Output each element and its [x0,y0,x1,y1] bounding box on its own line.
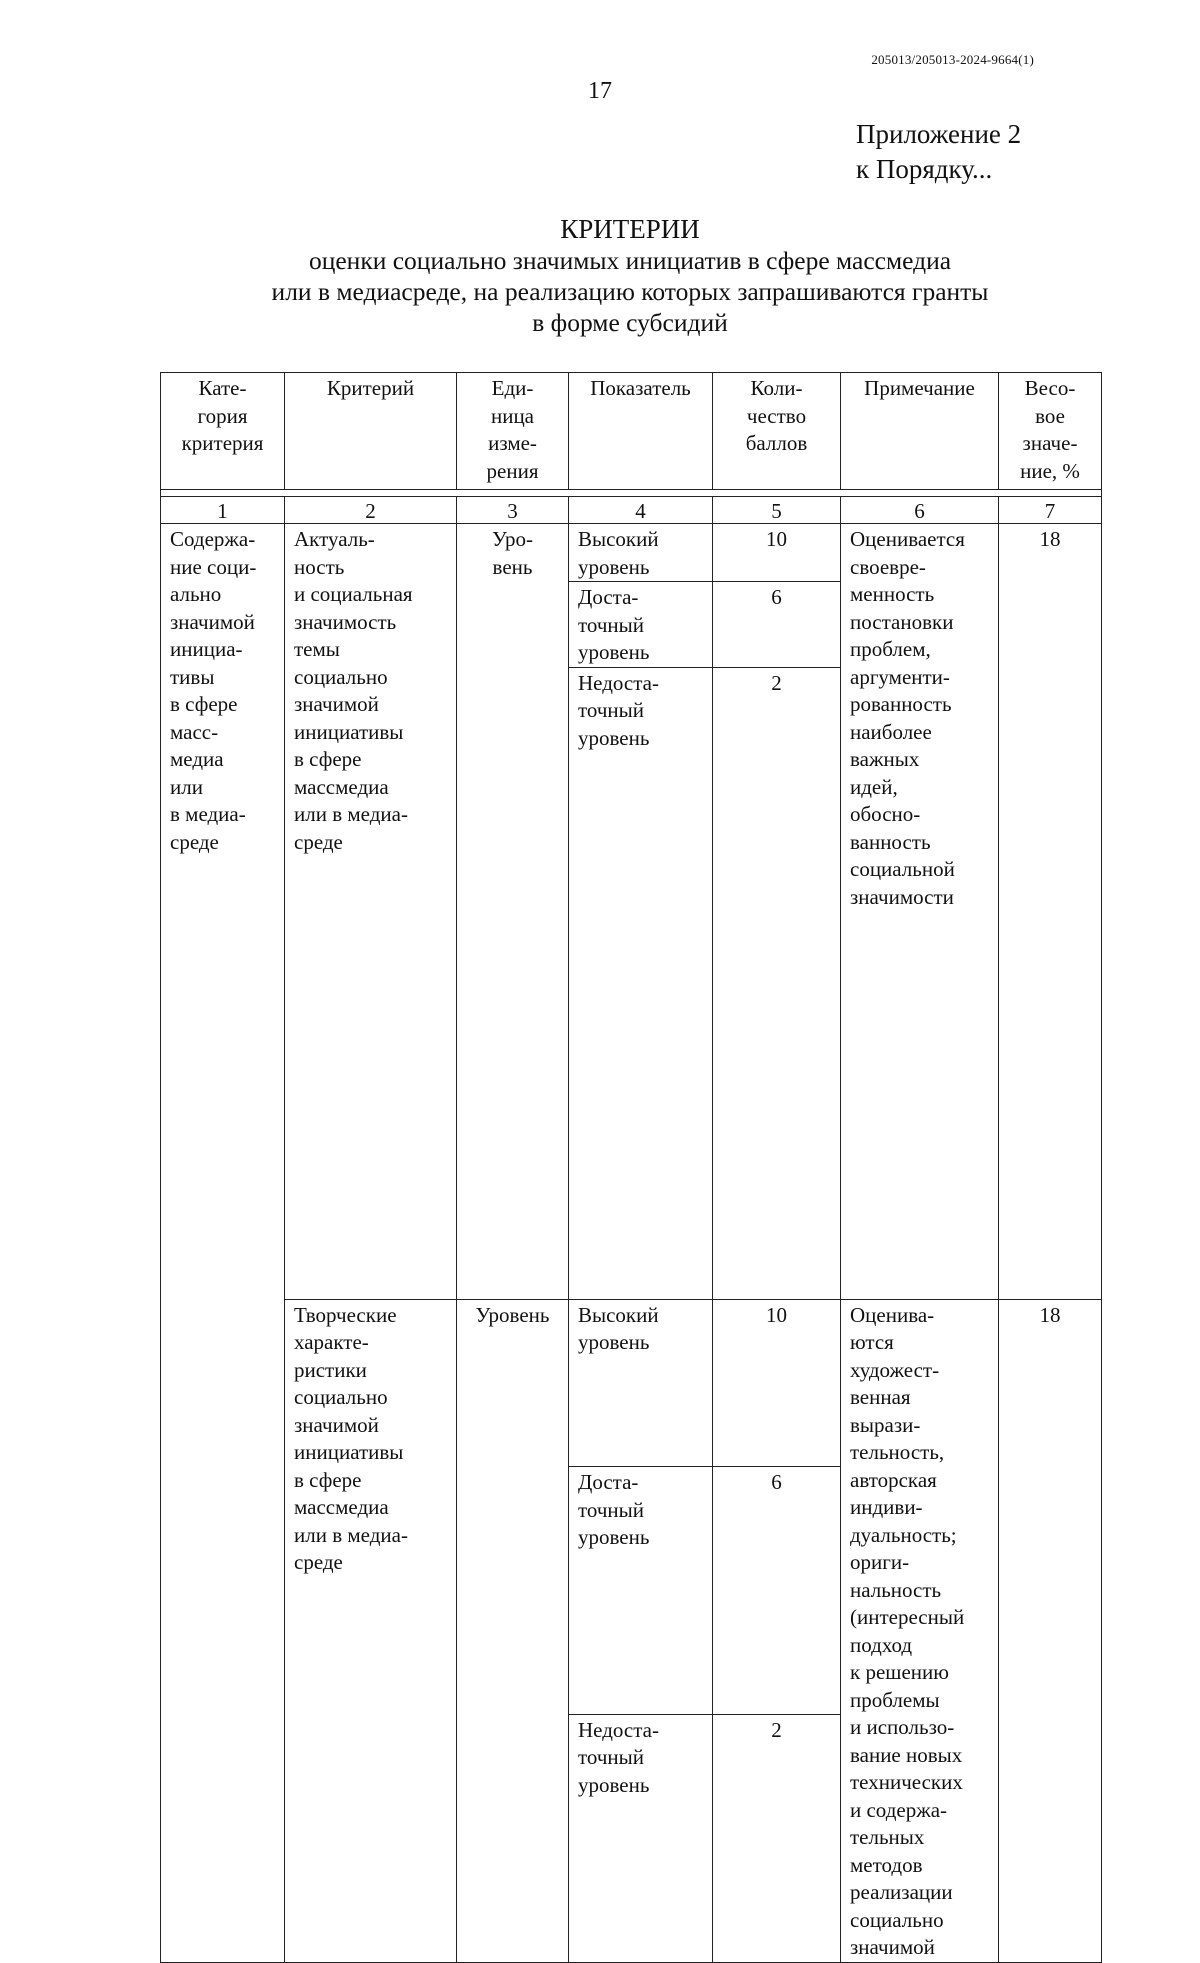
points-cell: 10 [713,524,841,582]
points-cell: 6 [713,1467,841,1715]
criterion-cell: Актуаль- ность и социальная значимость темы социально значимой инициативы в сфере массмедиа или в медиа- среде [285,524,457,1300]
header-weight: Весо- вое значе- ние, % [999,373,1102,490]
note-cell: Оценива- ются художест- венная вырази- тельность, авторская индиви- дуальность; ориги- нальность (интересный подход к решению проблемы и использо- вание новых технических и содержа- тельных методов реализации социально значимой [841,1299,999,1962]
column-number: 1 [161,497,285,524]
document-id: 205013/205013-2024-9664(1) [871,52,1034,67]
indicator-cell: Недоста- точный уровень [569,667,713,1299]
header-category: Кате- гория критерия [161,373,285,490]
title-block [0,213,1200,338]
column-number: 4 [569,497,713,524]
indicator-cell: Доста- точный уровень [569,1467,713,1715]
criterion-cell: Творческие характе- ристики социально значимой инициативы в сфере массмедиа или в медиа- среде [285,1299,457,1962]
category-cell: Содержа- ние соци- ально значимой инициа- тивы в сфере масс- медиа или в медиа- среде [161,524,285,1963]
points-cell: 2 [713,667,841,1299]
appendix-note [856,117,1021,187]
unit-cell: Уровень [457,1299,569,1962]
column-number: 7 [999,497,1102,524]
page-number: 17 [588,78,612,104]
indicator-cell: Высокий уровень [569,524,713,582]
column-number: 2 [285,497,457,524]
indicator-cell: Недоста- точный уровень [569,1714,713,1962]
column-number: 3 [457,497,569,524]
points-cell: 2 [713,1714,841,1962]
points-cell: 10 [713,1299,841,1467]
header-unit: Еди- ница изме- рения [457,373,569,490]
table-row [161,524,1102,582]
header-criterion: Критерий [285,373,457,490]
document-subtitle: оценки социально значимых инициатив в сфере массмедиа или в медиасреде, на реализацию которых запрашиваются гранты в форме субсидий [271,246,989,337]
appendix-line-1: Приложение 2 [856,119,1022,149]
table-row [161,1299,1102,1467]
points-cell: 6 [713,582,841,668]
weight-cell: 18 [999,524,1102,1300]
header-row [161,373,1102,490]
header-note: Примечание [841,373,999,490]
criteria-table [160,372,1102,1963]
indicator-cell: Доста- точный уровень [569,582,713,668]
column-number: 5 [713,497,841,524]
header-points: Коли- чество баллов [713,373,841,490]
note-cell: Оценивается своевре- менность постановки проблем, аргументи- рованность наиболее важных идей, обосно- ванность социальной значимости [841,524,999,1300]
unit-cell: Уро- вень [457,524,569,1300]
column-number-row [161,497,1102,524]
column-number: 6 [841,497,999,524]
weight-cell: 18 [999,1299,1102,1962]
header-indicator: Показатель [569,373,713,490]
appendix-line-2: к Порядку... [856,154,993,184]
indicator-cell: Высокий уровень [569,1299,713,1467]
document-title: КРИТЕРИИ [560,214,700,244]
